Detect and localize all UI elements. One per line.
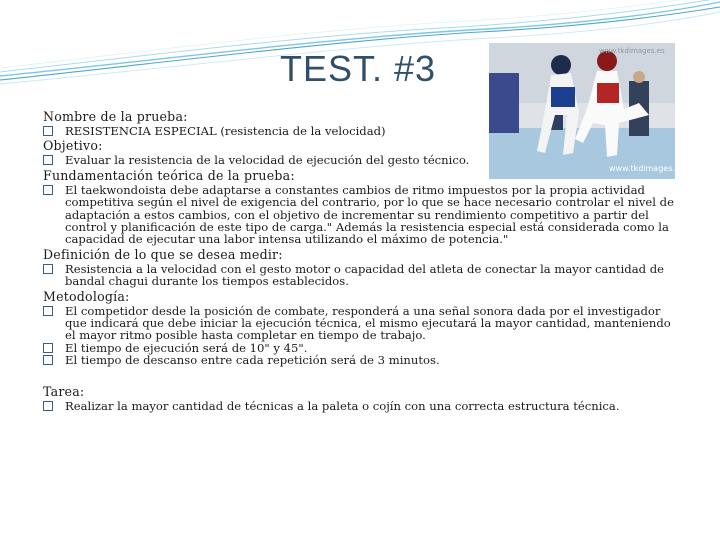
list-item: El taekwondoista debe adaptarse a constantes cambios de ritmo impuestos por la propia actividad competitiva según el nivel de exigencia del contrario, por lo que se hace necesario controlar el nivel de adaptación a estos cambios, con el objetivo de incrementar su rendimiento competitivo a partir del control y planificación de este tipo de carga." Además la resistencia especial está considerada como la capacidad de ejecutar una labor intensa utilizando el máximo de potencia." bbox=[43, 184, 679, 246]
square-bullet-icon bbox=[43, 306, 53, 316]
square-bullet-icon bbox=[43, 155, 53, 165]
section-heading: Fundamentación teórica de la prueba: bbox=[43, 167, 295, 183]
photo-watermark-top: www.tkdimages.es bbox=[599, 47, 665, 55]
list-item: RESISTENCIA ESPECIAL (resistencia de la velocidad) bbox=[43, 125, 679, 137]
square-bullet-icon bbox=[43, 126, 53, 136]
list-item: El tiempo de ejecución será de 10" y 45". bbox=[43, 342, 679, 354]
list-item: El competidor desde la posición de combate, responderá a una señal sonora dada por el investigador que indicará que debe iniciar la ejecución técnica, el mismo ejecutará la mayor cantidad, manteniendo el mayor ritmo posible hasta completar en tiempo de trabajo. bbox=[43, 305, 679, 342]
list-item: Evaluar la resistencia de la velocidad de ejecución del gesto técnico. bbox=[43, 154, 679, 166]
square-bullet-icon bbox=[43, 343, 53, 353]
slide-body bbox=[43, 108, 679, 412]
list-item: Realizar la mayor cantidad de técnicas a la paleta o cojín con una correcta estructura técnica. bbox=[43, 400, 679, 412]
square-bullet-icon bbox=[43, 401, 53, 411]
slide-title: TEST. #3 bbox=[280, 48, 437, 89]
list-item: Resistencia a la velocidad con el gesto motor o capacidad del atleta de conectar la mayor cantidad de bandal chagui durante los tiempos establecidos. bbox=[43, 263, 679, 288]
section-heading: Objetivo: bbox=[43, 138, 103, 154]
photo-watermark: www.tkdimages.es bbox=[609, 164, 685, 173]
section-heading: Definición de lo que se desea medir: bbox=[43, 246, 283, 262]
section-heading: Nombre de la prueba: bbox=[43, 109, 188, 124]
section-heading: Metodología: bbox=[43, 288, 130, 304]
task-heading: Tarea: bbox=[43, 383, 85, 399]
square-bullet-icon bbox=[43, 264, 53, 274]
square-bullet-icon bbox=[43, 185, 53, 195]
list-item: El tiempo de descanso entre cada repetición será de 3 minutos. bbox=[43, 354, 679, 366]
square-bullet-icon bbox=[43, 355, 53, 365]
